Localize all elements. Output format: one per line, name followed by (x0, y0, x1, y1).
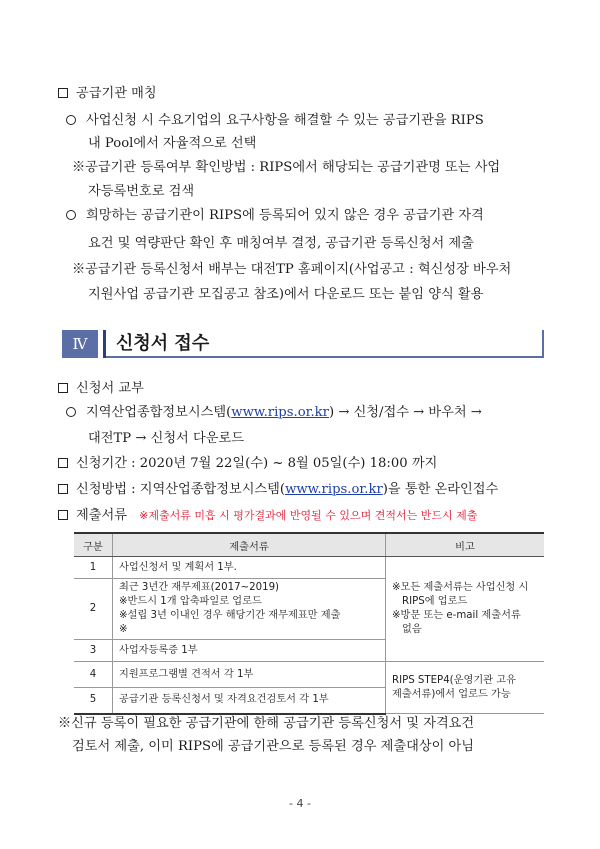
matching-note-2: ※공급기관 등록신청서 배부는 대전TP 홈페이지(사업공고 : 혁신성장 바우처 (72, 262, 512, 277)
section-right-rule (542, 330, 544, 358)
documents-table (74, 532, 544, 715)
footnote-line-1: ※신규 등록이 필요한 공급기관에 한해 공급기관 등록신청서 및 자격요건 (58, 716, 475, 731)
remark-line: RIPS에 업로드 (402, 596, 468, 607)
remark-line: ※모든 제출서류는 사업신청 시 (392, 582, 529, 593)
circle-bullet-icon (66, 210, 76, 220)
footnote-line-2: 검토서 제출, 이미 RIPS에 공급기관으로 등록된 경우 제출대상이 아님 (72, 739, 474, 754)
header-category: 구분 (74, 533, 113, 557)
distribution-item-cont: 대전TP → 신청서 다운로드 (88, 431, 244, 446)
application-method: 신청방법 : 지역산업종합정보시스템(www.rips.or.kr)을 통한 온라인접수 (58, 481, 498, 499)
row-document (113, 579, 386, 640)
matching-heading: 공급기관 매칭 (58, 85, 157, 103)
matching-note-1: ※공급기관 등록여부 확인방법 : RIPS에서 해당되는 공급기관명 또는 사업 (72, 160, 501, 175)
remark-line: 제출서류)에서 업로드 가능 (392, 688, 511, 700)
row-document: 공급기관 등록신청서 및 자격요건검토서 각 1부 (113, 688, 386, 714)
rips-link[interactable]: www.rips.or.kr (285, 482, 383, 497)
row-number: 2 (74, 579, 113, 640)
row-number: 3 (74, 640, 113, 662)
remark-line: 없음 (402, 624, 422, 635)
documents-warning: ※제출서류 미흡 시 평가결과에 반영될 수 있으며 견적서는 반드시 제출 (139, 509, 478, 522)
document-line: ※설립 3년 이내인 경우 해당기간 재무제표만 제출 (119, 610, 341, 621)
circle-bullet-icon (66, 407, 76, 417)
matching-item-2-cont: 요건 및 역량판단 확인 후 매칭여부 결정, 공급기관 등록신청서 제출 (88, 236, 474, 251)
checkbox-square-icon (58, 383, 68, 393)
table-row (74, 662, 544, 688)
row-document: 사업자등록증 1부 (113, 640, 386, 662)
header-documents: 제출서류 (113, 533, 386, 557)
row-number: 4 (74, 662, 113, 688)
row-number: 1 (74, 557, 113, 579)
remark-line: ※방문 또는 e-mail 제출서류 (392, 610, 521, 621)
matching-item-1: 사업신청 시 수요기업의 요구사항을 해결할 수 있는 공급기관을 RIPS (66, 112, 484, 130)
section-number-badge: Ⅳ (62, 330, 98, 358)
application-period: 신청기간 : 2020년 7월 22일(수) ~ 8월 05일(수) 18:00 까지 (58, 455, 437, 473)
rips-link[interactable]: www.rips.or.kr (231, 405, 329, 420)
row-document: 사업신청서 및 계획서 1부. (113, 557, 386, 579)
remark-cell-a (386, 557, 545, 662)
documents-heading: 제출서류 ※제출서류 미흡 시 평가결과에 반영될 수 있으며 견적서는 반드시 제출 (58, 507, 477, 525)
remark-cell-b (386, 662, 545, 714)
circle-bullet-icon (66, 115, 76, 125)
checkbox-square-icon (58, 88, 68, 98)
section-underline (106, 356, 544, 358)
checkbox-square-icon (58, 458, 68, 468)
row-number: 5 (74, 688, 113, 714)
document-line: 최근 3년간 재무제표(2017~2019) (119, 582, 280, 593)
distribution-heading: 신청서 교부 (58, 380, 144, 398)
section-divider-bar (103, 330, 106, 358)
checkbox-square-icon (58, 484, 68, 494)
header-remarks: 비고 (386, 533, 545, 557)
document-line: ※ (119, 624, 128, 635)
page-number: - 4 - (289, 797, 311, 810)
distribution-item: 지역산업종합정보시스템(www.rips.or.kr) → 신청/접수 → 바우처 → (66, 404, 482, 422)
remark-line: RIPS STEP4(운영기관 고유 (392, 674, 516, 686)
table-row (74, 557, 544, 579)
row-document: 지원프로그램별 견적서 각 1부 (113, 662, 386, 688)
matching-note-2-cont: 지원사업 공급기관 모집공고 참조)에서 다운로드 또는 붙임 양식 활용 (88, 287, 484, 302)
document-line: ※반드시 1개 압축파일로 업로드 (119, 596, 262, 607)
matching-note-1-cont: 자등록번호로 검색 (88, 184, 195, 199)
matching-item-2: 희망하는 공급기관이 RIPS에 등록되어 있지 않은 경우 공급기관 자격 (66, 207, 484, 225)
table-header-row (74, 533, 544, 557)
matching-item-1-cont: 내 Pool에서 자율적으로 선택 (88, 136, 257, 151)
checkbox-square-icon (58, 510, 68, 520)
section-title: 신청서 접수 (116, 333, 210, 354)
